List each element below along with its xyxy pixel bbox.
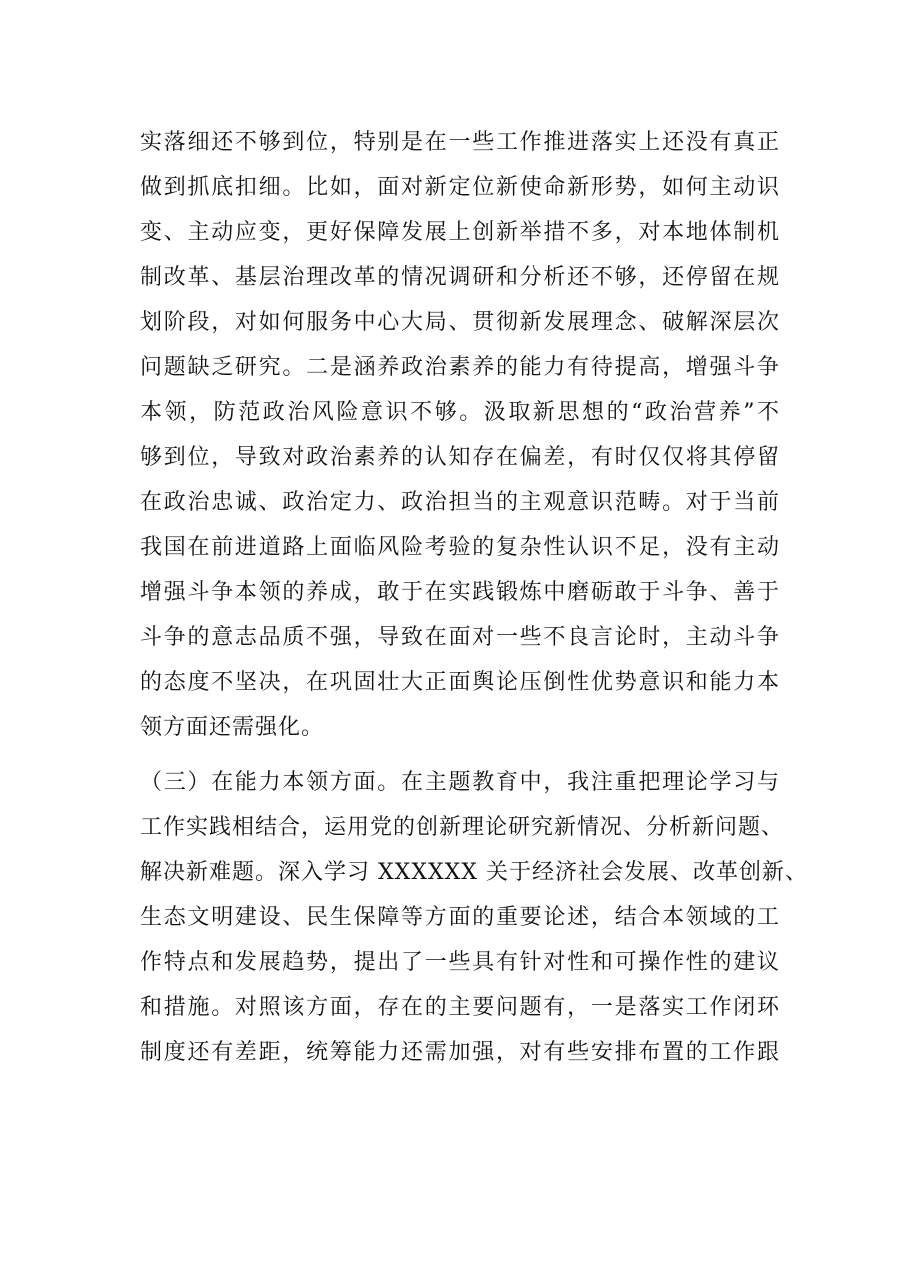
text-line: （三）在能力本领方面。在主题教育中，我注重把理论学习与 [140, 770, 780, 795]
text-line: 划阶段，对如何服务中心大局、贯彻新发展理念、破解深层次 [140, 310, 780, 335]
text-line: 工作实践相结合，运用党的创新理论研究新情况、分析新问题、 [140, 815, 785, 840]
text-line: 问题缺乏研究。二是涵养政治素养的能力有待提高，增强斗争 [140, 355, 780, 380]
text-line: 和措施。对照该方面，存在的主要问题有，一是落实工作闭环 [140, 995, 780, 1020]
text-line: 制改革、基层治理改革的情况调研和分析还不够，还停留在规 [140, 265, 780, 290]
text-line: 解决新难题。深入学习 XXXXXX 关于经济社会发展、改革创新、 [140, 860, 808, 885]
text-line: 我国在前进道路上面临风险考验的复杂性认识不足，没有主动 [140, 535, 780, 560]
text-line: 制度还有差距，统筹能力还需加强，对有些安排布置的工作跟 [140, 1040, 780, 1065]
text-line: 实落细还不够到位，特别是在一些工作推进落实上还没有真正 [140, 130, 780, 155]
text-line: 在政治忠诚、政治定力、政治担当的主观意识范畴。对于当前 [140, 490, 780, 515]
text-line: 本领，防范政治风险意识不够。汲取新思想的“政治营养”不 [140, 400, 780, 425]
text-line: 作特点和发展趋势，提出了一些具有针对性和可操作性的建议 [140, 950, 780, 975]
text-line: 斗争的意志品质不强，导致在面对一些不良言论时，主动斗争 [140, 625, 780, 650]
text-line: 领方面还需强化。 [140, 715, 325, 740]
text-line: 生态文明建设、民生保障等方面的重要论述，结合本领域的工 [140, 905, 780, 930]
text-line: 增强斗争本领的养成，敢于在实践锻炼中磨砺敢于斗争、善于 [140, 580, 780, 605]
text-line: 做到抓底扣细。比如，面对新定位新使命新形势，如何主动识 [140, 175, 780, 200]
text-line: 够到位，导致对政治素养的认知存在偏差，有时仅仅将其停留 [140, 445, 780, 470]
text-line: 的态度不坚决，在巩固壮大正面舆论压倒性优势意识和能力本 [140, 670, 780, 695]
text-line: 变、主动应变，更好保障发展上创新举措不多，对本地体制机 [140, 220, 780, 245]
